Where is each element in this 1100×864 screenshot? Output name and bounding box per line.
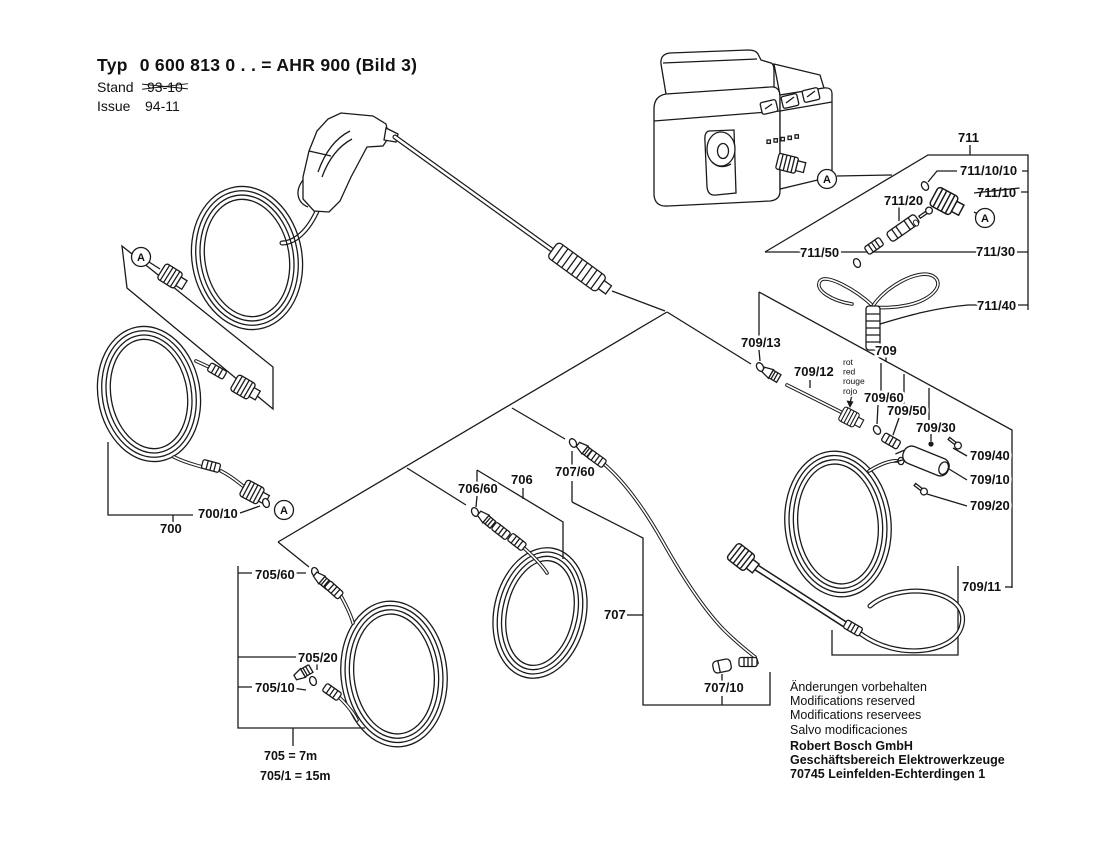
- part-label-711-30: 711/30: [976, 244, 1016, 259]
- footer-note-line: Salvo modificaciones: [790, 722, 908, 737]
- connection-marker-coupling-a-711: [976, 209, 995, 228]
- hose-coil-gun: [180, 178, 313, 339]
- footer-company-line: Robert Bosch GmbH: [790, 738, 913, 753]
- title-block: [97, 55, 417, 114]
- color-note-line: rouge: [843, 376, 865, 387]
- fitting-707-10: [739, 658, 757, 667]
- part-label-709: 709: [875, 343, 897, 358]
- part-label-707-10: 707/10: [704, 680, 744, 695]
- part-label-705-60: 705/60: [255, 567, 295, 582]
- footer-company-line: 70745 Leinfelden-Echterdingen 1: [790, 767, 986, 782]
- part-label-711-40: 711/40: [977, 298, 1017, 313]
- stand-label: Stand: [97, 79, 134, 95]
- pressure-washer-unit: [654, 50, 832, 206]
- part-label-709-50: 709/50: [887, 403, 927, 418]
- color-note-line: rot: [843, 357, 853, 367]
- part-label-709-30: 709/30: [916, 420, 956, 435]
- issue-row: [97, 98, 417, 114]
- footer-note-line: Änderungen vorbehalten: [790, 680, 927, 694]
- part-label-711-10-10: 711/10/10: [960, 163, 1018, 178]
- stand-value-struck: 93-10: [147, 79, 183, 95]
- red-note-arrowhead: [847, 401, 854, 409]
- part-label-709-60: 709/60: [864, 390, 904, 405]
- part-label-706-60: 706/60: [458, 481, 498, 496]
- spray-gun: [282, 113, 398, 243]
- part-label-709-12: 709/12: [794, 364, 834, 379]
- carry-handle-boss: [707, 132, 735, 166]
- model-name: AHR 900 (Bild 3): [276, 55, 418, 75]
- part-label-705-len: 705 = 7m: [264, 749, 318, 763]
- suction-hose-711-40: [873, 274, 938, 307]
- svg-text:A: A: [823, 173, 831, 186]
- wand-709-11: [748, 562, 849, 627]
- lance-grip: [547, 242, 614, 298]
- part-label-700: 700: [160, 521, 182, 536]
- connection-marker-hose-a-left: [132, 248, 151, 267]
- type-number: 0 600 813 0 . .: [139, 55, 257, 75]
- footer-company-line: Geschäftsbereich Elektrowerkzeuge: [790, 753, 1005, 768]
- color-note-line: rojo: [843, 385, 858, 396]
- svg-text:A: A: [280, 504, 288, 517]
- panel-707: [572, 502, 770, 705]
- part-label-711-20: 711/20: [884, 193, 924, 208]
- company-address: [790, 739, 1005, 782]
- connection-marker-machine-a: [818, 170, 837, 189]
- connection-marker-hose-a-700: [275, 501, 294, 520]
- part-label-705-1-len: 705/1 = 15m: [260, 769, 331, 783]
- footer-note-line: Modifications reservees: [790, 708, 922, 723]
- coupling-711-10: [929, 186, 966, 219]
- hose-coil-706: [481, 539, 598, 687]
- equals-sign: =: [261, 55, 272, 75]
- color-note: [843, 357, 865, 396]
- footer-block: [790, 680, 1005, 781]
- part-label-705-10: 705/10: [255, 680, 295, 695]
- bracket-709-11: [832, 566, 958, 655]
- issue-label: Issue: [97, 98, 131, 114]
- page-title: [97, 55, 417, 76]
- part-label-709-13: 709/13: [741, 335, 781, 350]
- part-label-707: 707: [604, 607, 626, 622]
- typ-label: Typ: [97, 55, 128, 75]
- lance-tube-709-12: [787, 385, 841, 412]
- part-label-705-20: 705/20: [298, 650, 338, 665]
- part-label-711-10: 711/10: [977, 185, 1017, 200]
- footer-note-line: Modifications reserved: [790, 694, 916, 709]
- modification-notes: [790, 680, 1005, 737]
- part-label-709-20: 709/20: [970, 498, 1010, 513]
- part-label-709-11: 709/11: [962, 579, 1002, 594]
- part-label-709-40: 709/40: [970, 448, 1010, 463]
- spray-lance: [395, 137, 614, 298]
- issue-value: 94-11: [145, 98, 180, 114]
- hose-coil-700: [87, 318, 211, 470]
- part-label-711: 711: [958, 130, 979, 145]
- color-note-line: red: [843, 366, 856, 377]
- part-label-711-50: 711/50: [800, 245, 840, 260]
- part-label-707-60: 707/60: [555, 464, 595, 479]
- stand-row: [97, 79, 417, 95]
- coupling-gun-hose: [157, 263, 189, 293]
- valve-711-20: [886, 214, 920, 243]
- hose-coil-709: [778, 446, 899, 602]
- part-label-706: 706: [511, 472, 533, 487]
- lance-tube: [395, 137, 552, 250]
- hoses: [174, 274, 963, 720]
- svg-text:A: A: [137, 251, 145, 264]
- part-label-709-10: 709/10: [970, 472, 1010, 487]
- svg-text:A: A: [981, 212, 989, 225]
- part-label-700-10: 700/10: [198, 506, 238, 521]
